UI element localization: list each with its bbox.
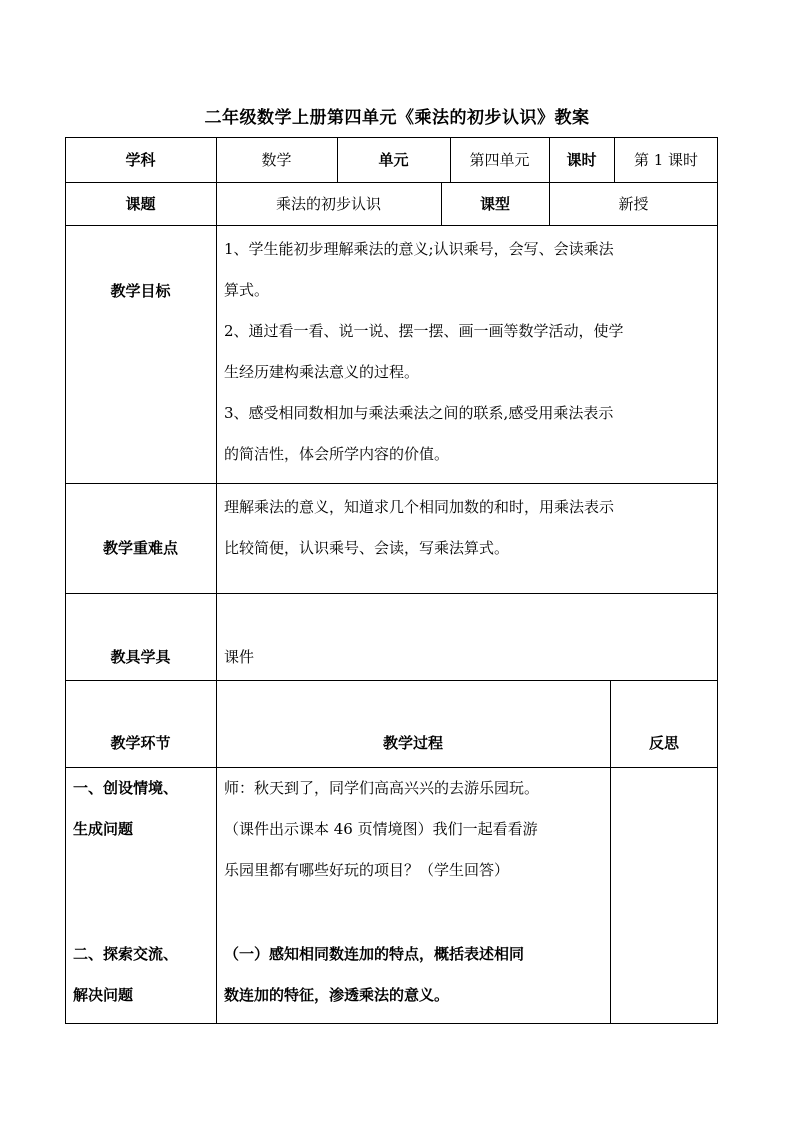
period-label: 课时	[566, 151, 597, 169]
objectives-line: 2、通过看一看、说一说、摆一摆、画一画等数学活动，使学	[224, 322, 624, 340]
stage-2-line: 解决问题	[73, 986, 134, 1004]
reflection-header: 反思	[648, 733, 679, 752]
subject-value: 数学	[261, 151, 292, 169]
key-points-label: 教学重难点	[102, 538, 178, 557]
row-divider	[65, 593, 718, 594]
process-line: 数连加的特征，渗透乘法的意义。	[224, 986, 450, 1004]
stage-2	[73, 934, 215, 1016]
column-divider	[216, 137, 217, 1023]
objectives-line: 1、学生能初步理解乘法的意义;认识乘号，会写、会读乘法	[224, 240, 614, 258]
objectives-line: 算式。	[224, 281, 270, 299]
stage-1-line: 一、创设情境、	[73, 779, 179, 797]
objectives-text	[224, 229, 716, 475]
table-border-bottom	[65, 1023, 718, 1024]
stage-1	[73, 768, 215, 850]
unit-label: 单元	[378, 151, 409, 169]
process-line: （一）感知相同数连加的特点，概括表述相同	[224, 945, 525, 963]
process-part-2	[224, 934, 608, 1016]
period-value: 第 1 课时	[633, 151, 699, 169]
process-line: 乐园里都有哪些好玩的项目？（学生回答）	[224, 861, 510, 879]
process-part-1	[224, 768, 608, 891]
type-value: 新授	[618, 195, 649, 213]
tools-label: 教具学具	[110, 647, 171, 666]
key-points-line: 比较简便，认识乘号、会读，写乘法算式。	[224, 539, 510, 557]
row-divider	[65, 680, 718, 681]
key-points-text	[224, 487, 716, 569]
process-line: 师：秋天到了，同学们高高兴兴的去游乐园玩。	[224, 779, 540, 797]
stage-1-line: 生成问题	[73, 820, 134, 838]
subject-label: 学科	[125, 151, 156, 169]
lesson-plan-table	[65, 137, 718, 1023]
document-title: 二年级数学上册第四单元《乘法的初步认识》教案	[204, 108, 590, 128]
row-divider	[65, 483, 718, 484]
tools-value: 课件	[224, 647, 255, 666]
topic-value: 乘法的初步认识	[275, 195, 381, 213]
unit-value: 第四单元	[469, 151, 530, 169]
topic-label: 课题	[125, 195, 156, 213]
process-line: （课件出示课本 46 页情境图）我们一起看看游	[224, 820, 538, 838]
type-label: 课型	[479, 195, 510, 213]
stage-2-line: 二、探索交流、	[73, 945, 179, 963]
stage-header: 教学环节	[110, 733, 171, 752]
objectives-line: 生经历建构乘法意义的过程。	[224, 363, 420, 381]
key-points-line: 理解乘法的意义，知道求几个相同加数的和时，用乘法表示	[224, 498, 615, 516]
objectives-line: 3、感受相同数相加与乘法乘法之间的联系,感受用乘法表示	[224, 404, 614, 422]
table-border-right	[717, 137, 718, 1023]
objectives-label: 教学目标	[110, 281, 171, 300]
process-header: 教学过程	[382, 733, 443, 752]
objectives-line: 的简洁性，体会所学内容的价值。	[224, 445, 450, 463]
